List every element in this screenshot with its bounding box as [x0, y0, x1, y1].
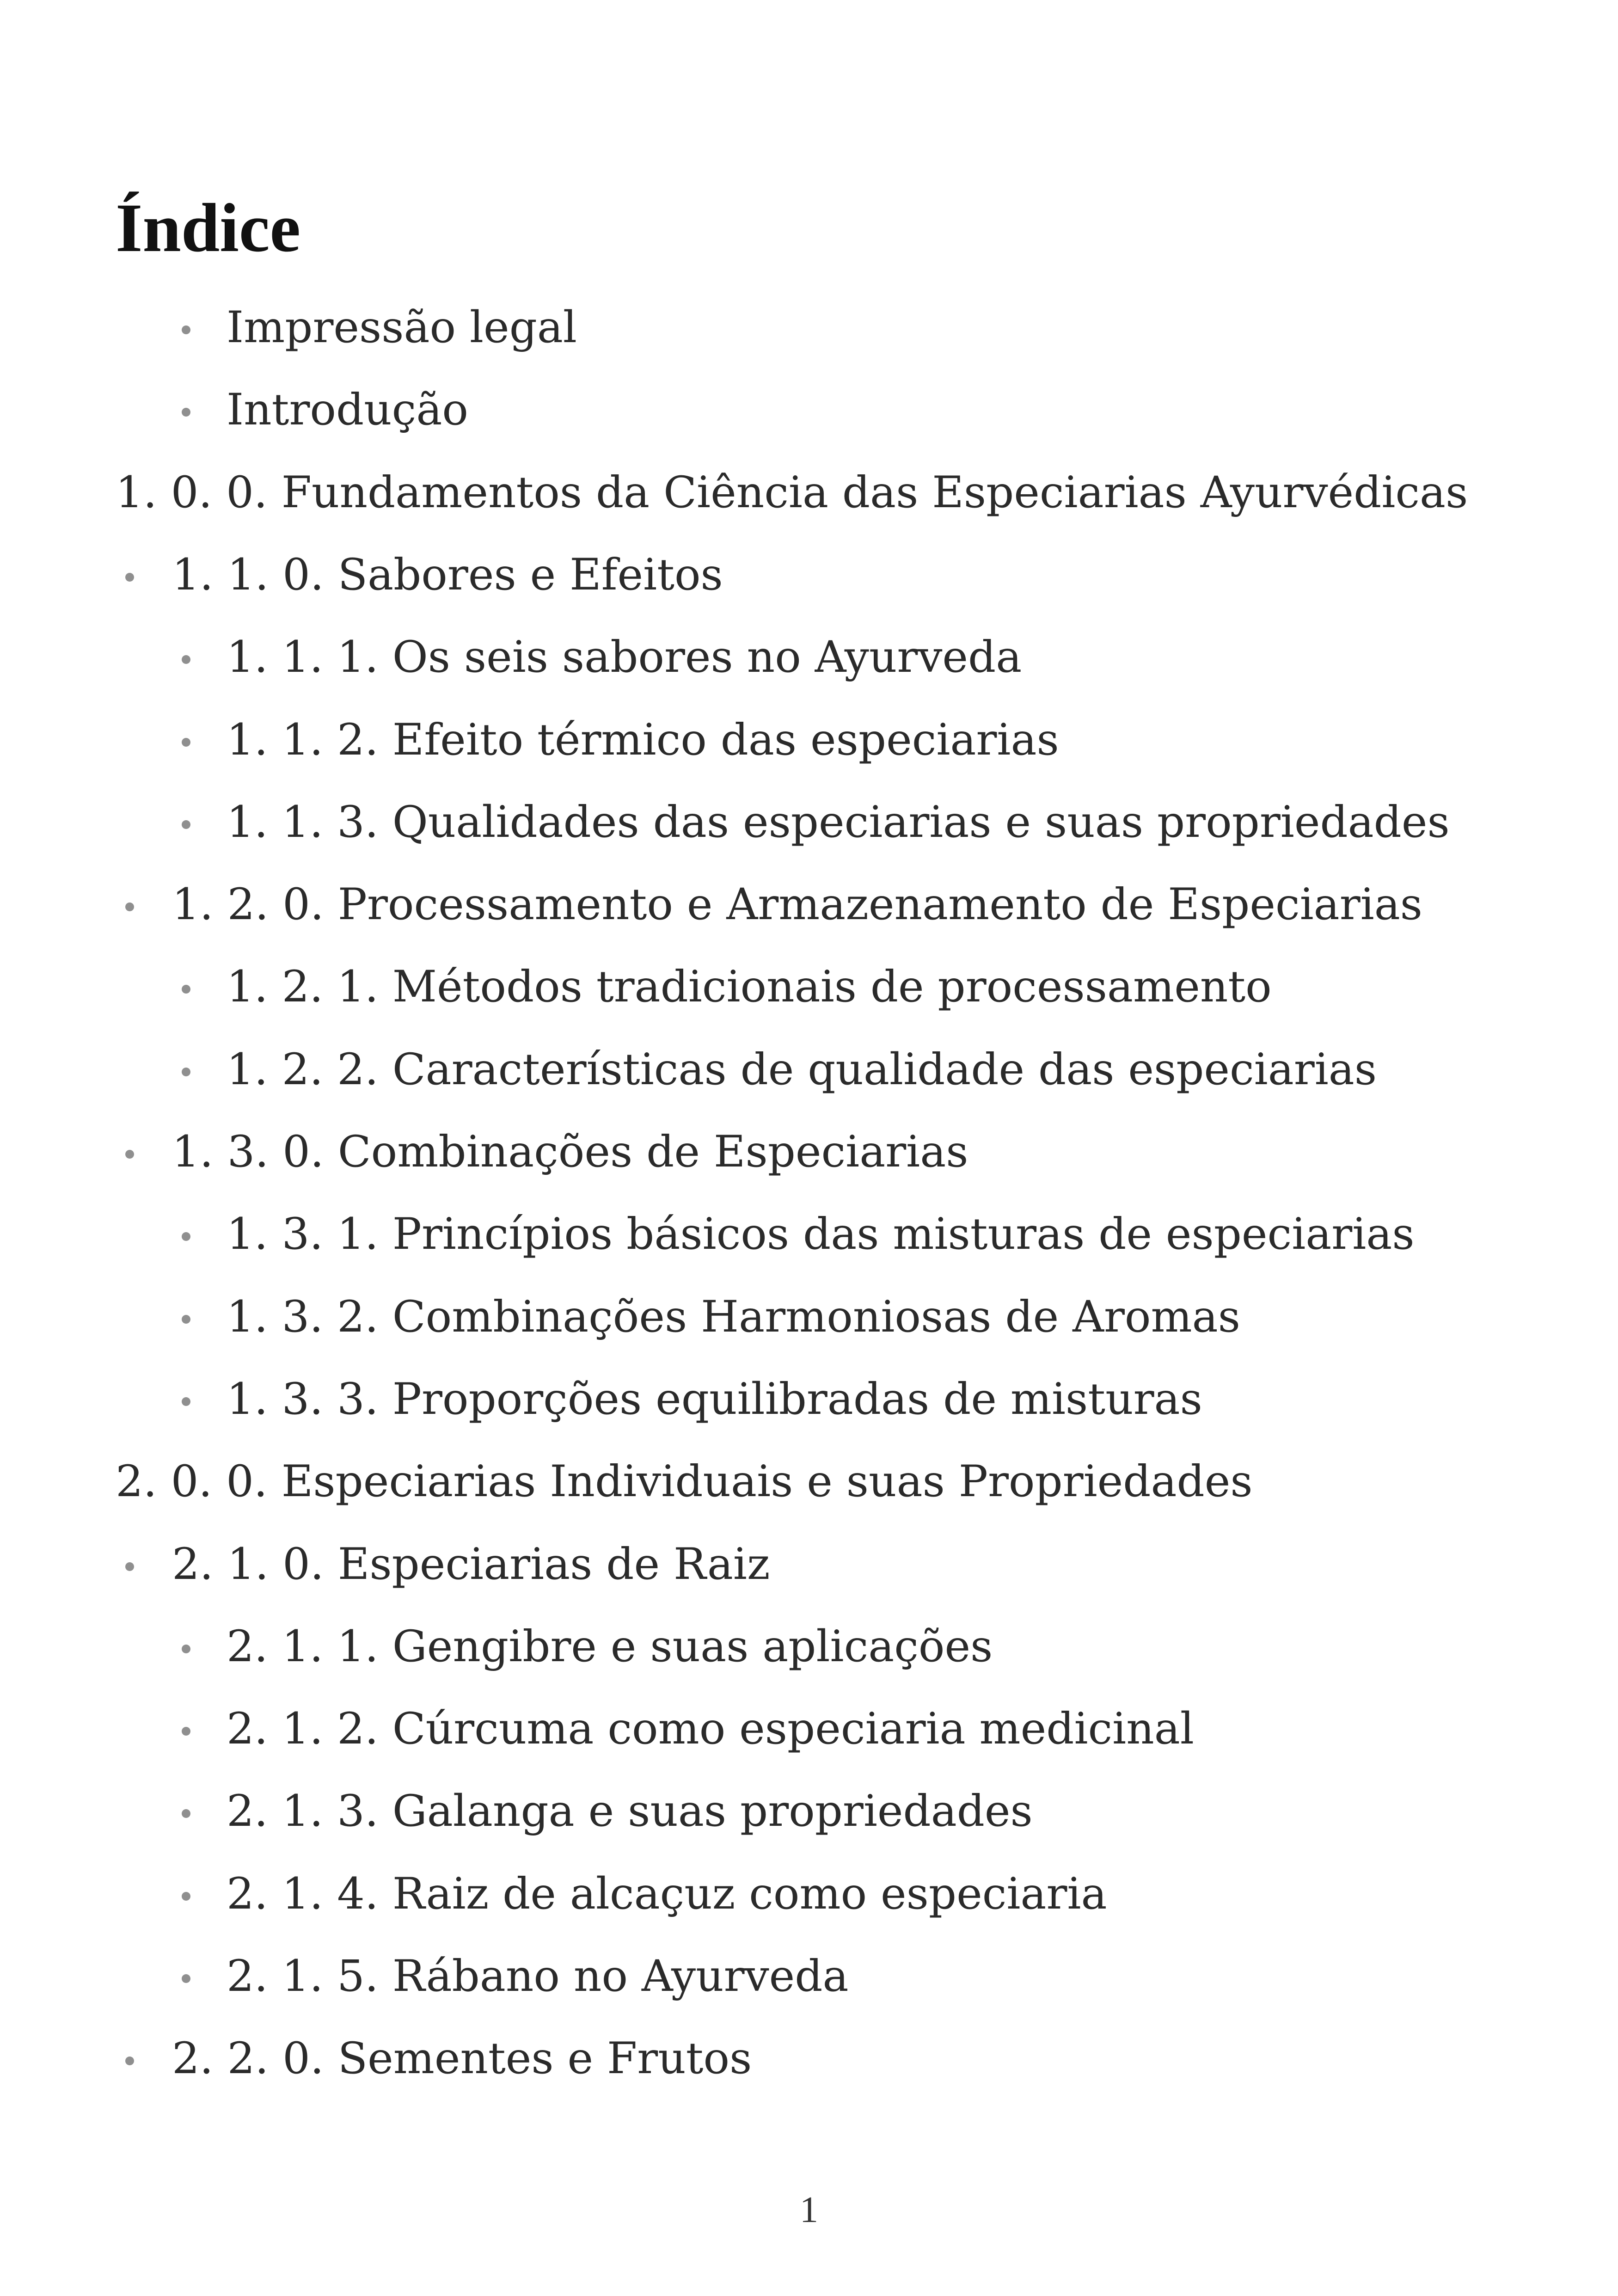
bullet-icon [182, 985, 190, 994]
toc-entry-label: 2. 1. 2. Cúrcuma como especiaria medicinal [227, 1704, 1194, 1754]
toc-entry-label: 2. 1. 5. Rábano no Ayurveda [227, 1951, 849, 2001]
toc-entry-label: 1. 3. 2. Combinações Harmoniosas de Aromas [227, 1292, 1240, 1342]
bullet-icon [182, 738, 190, 747]
toc-entry-label: 1. 2. 0. Processamento e Armazenamento de Especiarias [172, 879, 1422, 930]
toc-entry-label: 2. 1. 0. Especiarias de Raiz [172, 1539, 770, 1590]
bullet-icon [125, 1150, 134, 1159]
toc-entry-label: 2. 1. 3. Galanga e suas propriedades [227, 1786, 1033, 1836]
bullet-icon [182, 1727, 190, 1736]
toc-entry-label: 1. 1. 1. Os seis sabores no Ayurveda [227, 632, 1022, 682]
toc-entry-label: 2. 2. 0. Sementes e Frutos [172, 2033, 752, 2084]
toc-entry-label: 1. 1. 0. Sabores e Efeitos [172, 550, 723, 600]
bullet-icon [182, 1232, 190, 1241]
toc-entry-label: 1. 1. 3. Qualidades das especiarias e suas propriedades [227, 797, 1450, 847]
toc-entry-label: 1. 2. 2. Características de qualidade das especiarias [227, 1044, 1377, 1095]
toc-entry-label: 1. 2. 1. Métodos tradicionais de processamento [227, 962, 1272, 1012]
bullet-icon [182, 655, 190, 664]
bullet-icon [125, 902, 134, 911]
bullet-icon [125, 1562, 134, 1571]
bullet-icon [182, 1068, 190, 1076]
bullet-icon [182, 1645, 190, 1653]
toc-entry-label: Impressão legal [227, 302, 577, 353]
bullet-icon [182, 408, 190, 417]
toc-entry-label: 2. 1. 4. Raiz de alcaçuz como especiaria [227, 1869, 1107, 1919]
bullet-icon [182, 1974, 190, 1983]
toc-entry-label: 1. 1. 2. Efeito térmico das especiarias [227, 715, 1059, 765]
page-number: 1 [800, 2190, 818, 2230]
toc-entry-label: 2. 1. 1. Gengibre e suas aplicações [227, 1621, 993, 1672]
bullet-icon [182, 325, 190, 334]
bullet-icon [182, 1397, 190, 1406]
toc-entry-label: 1. 0. 0. Fundamentos da Ciência das Especiarias Ayurvédicas [116, 467, 1468, 518]
toc-entry-label: 1. 3. 1. Princípios básicos das misturas de especiarias [227, 1209, 1415, 1259]
toc-entry-label: 1. 3. 3. Proporções equilibradas de misturas [227, 1374, 1202, 1424]
toc-entry-label: 1. 3. 0. Combinações de Especiarias [172, 1127, 968, 1177]
bullet-icon [182, 1892, 190, 1901]
toc-entry-label: Introdução [227, 385, 468, 435]
toc-entry-label: 2. 0. 0. Especiarias Individuais e suas Propriedades [116, 1456, 1253, 1507]
bullet-icon [125, 573, 134, 582]
bullet-icon [182, 1809, 190, 1818]
bullet-icon [182, 820, 190, 829]
bullet-icon [182, 1315, 190, 1324]
bullet-icon [125, 2057, 134, 2065]
page-title: Índice [116, 190, 301, 266]
